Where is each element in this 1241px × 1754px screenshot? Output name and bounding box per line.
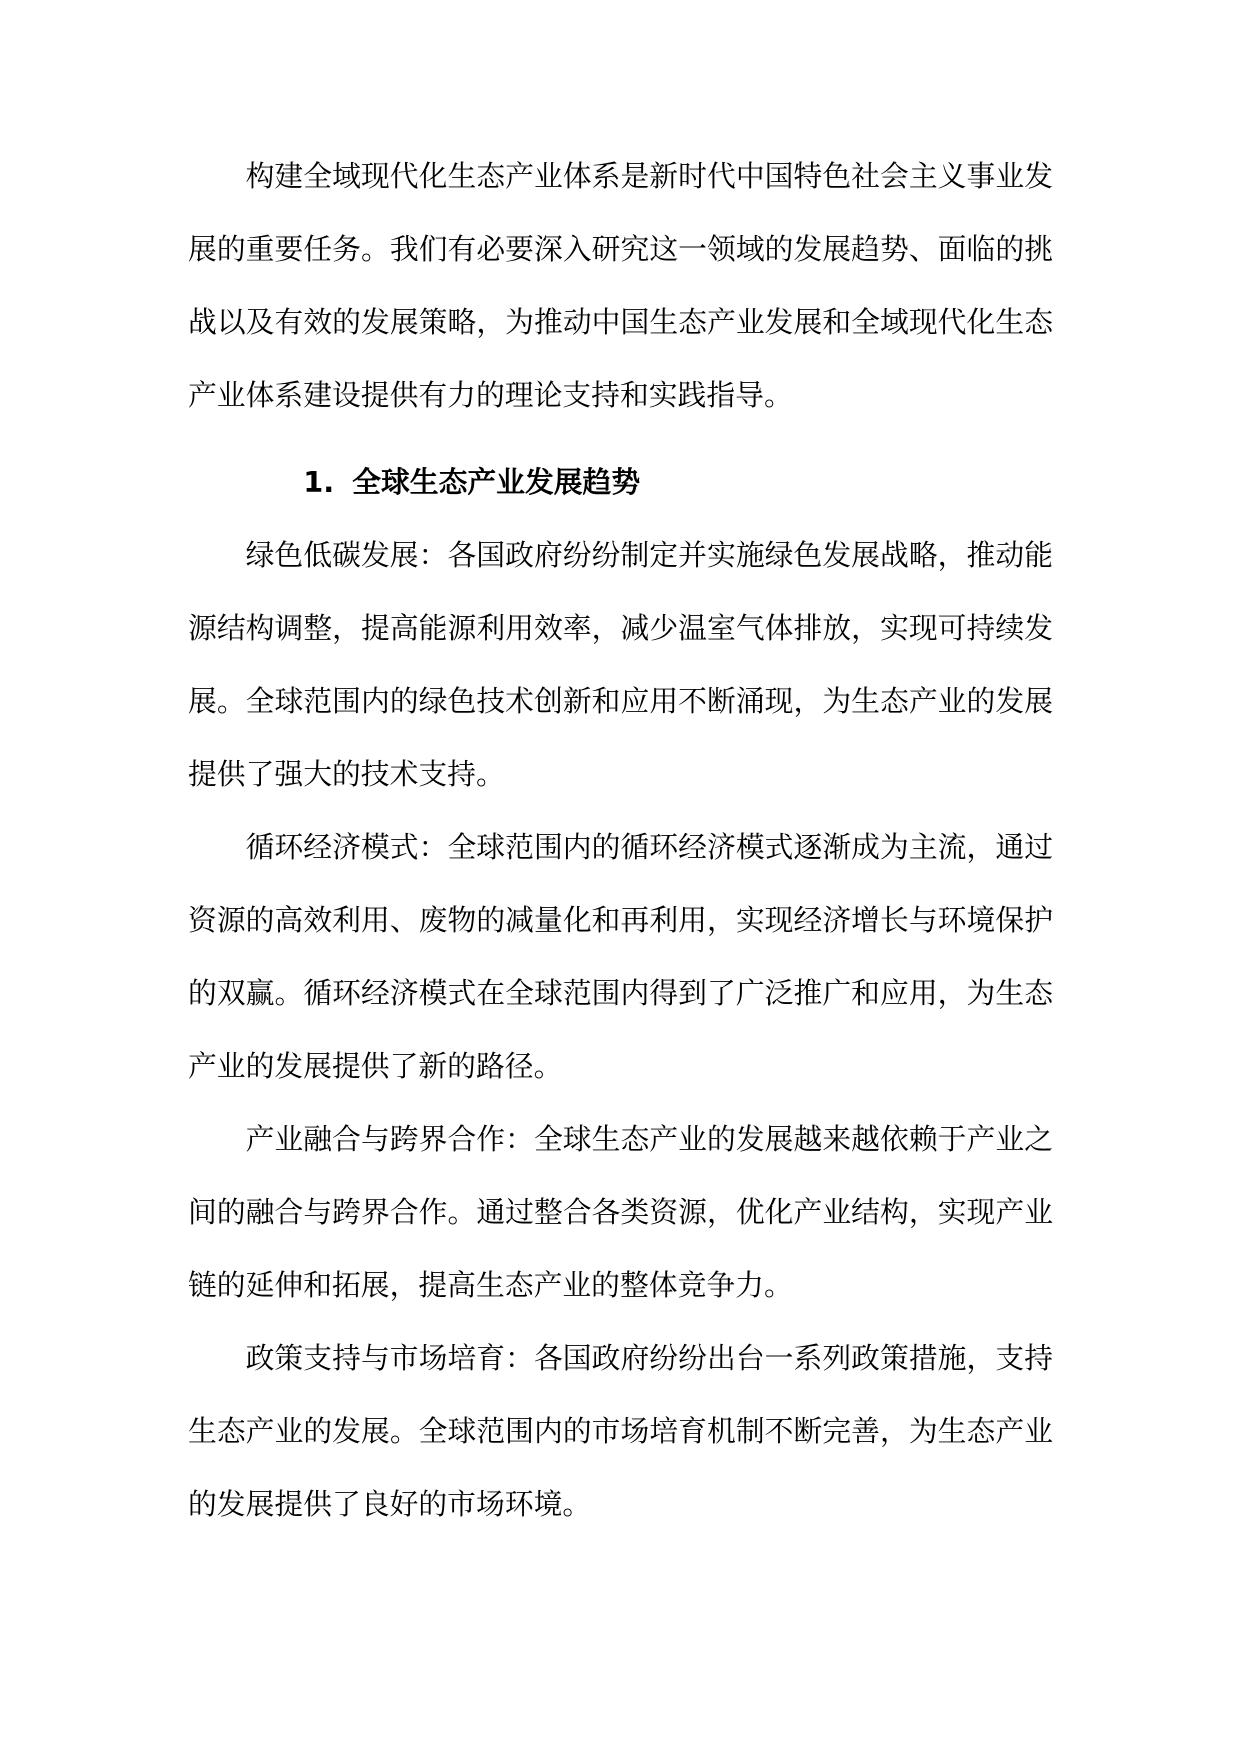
paragraph-policy-support: 政策支持与市场培育：各国政府纷纷出台一系列政策措施，支持生态产业的发展。全球范围内的市场培育机制不断完善，为生态产业的发展提供了良好的市场环境。 bbox=[188, 1341, 1053, 1521]
spacer bbox=[188, 432, 1053, 446]
section-title: 全球生态产业发展趋势 bbox=[352, 465, 641, 499]
intro-paragraph: 构建全域现代化生态产业体系是新时代中国特色社会主义事业发展的重要任务。我们有必要深入研究这一领域的发展趋势、面临的挑战以及有效的发展策略，为推动中国生态产业发展和全域现代化生态产业体系建设提供有力的理论支持和实践指导。 bbox=[188, 159, 1053, 412]
section-heading bbox=[188, 446, 1053, 519]
paragraph-industry-integration: 产业融合与跨界合作：全球生态产业的发展越来越依赖于产业之间的融合与跨界合作。通过整合各类资源，优化产业结构，实现产业链的延伸和拓展，提高生态产业的整体竞争力。 bbox=[188, 1122, 1053, 1302]
section-number: 1. bbox=[303, 465, 335, 499]
paragraph-green-low-carbon: 绿色低碳发展：各国政府纷纷制定并实施绿色发展战略，推动能源结构调整，提高能源利用效率，减少温室气体排放，实现可持续发展。全球范围内的绿色技术创新和应用不断涌现，为生态产业的发展提供了强大的技术支持。 bbox=[188, 538, 1053, 791]
document-page bbox=[188, 140, 1053, 1541]
paragraph-circular-economy: 循环经济模式：全球范围内的循环经济模式逐渐成为主流，通过资源的高效利用、废物的减量化和再利用，实现经济增长与环境保护的双赢。循环经济模式在全球范围内得到了广泛推广和应用，为生态产业的发展提供了新的路径。 bbox=[188, 830, 1053, 1083]
